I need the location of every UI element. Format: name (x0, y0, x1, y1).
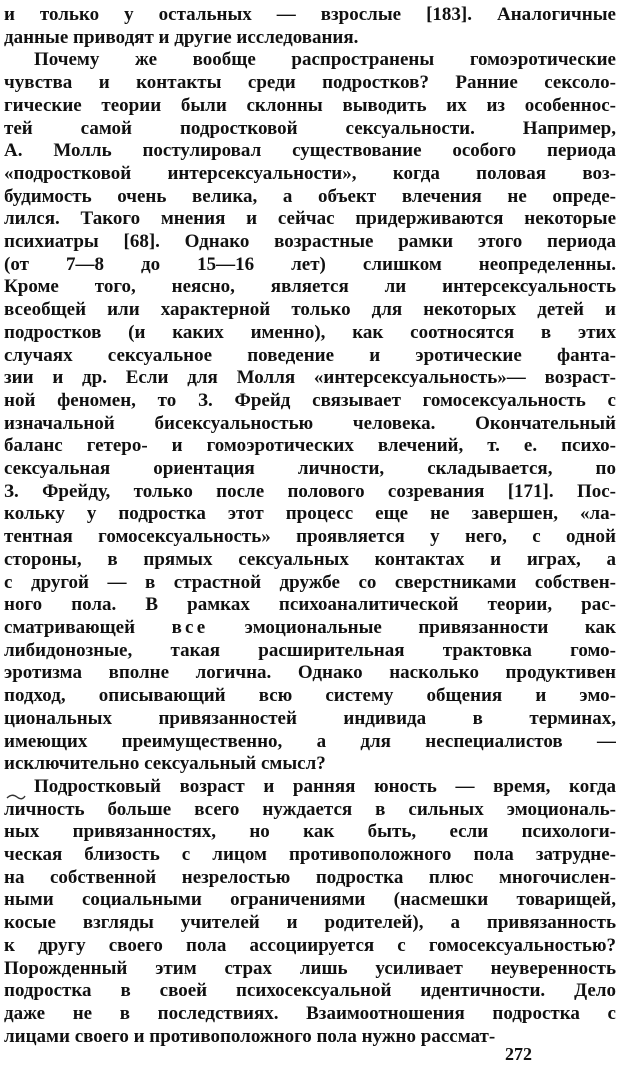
text-line: подростков (и каких именно), как соотносятся в этих (4, 321, 616, 343)
text-line: подход, описывающий всю систему общения и эмо- (4, 685, 616, 707)
text-line: лился. Такого мнения и сейчас придерживаются некоторые (4, 208, 616, 230)
text-line: ного пола. В рамках психоаналитической теории, рас- (4, 594, 616, 616)
text-line: ческая близость с лицом противоположного пола затрудне- (4, 844, 616, 866)
text-line: гические теории были склонны выводить их из особеннос- (4, 94, 616, 116)
text-line: Порожденный этим страх лишь усиливает неуверенность (4, 957, 616, 979)
text-line: З. Фрейду, только после полового созревания [171]. Пос- (4, 480, 616, 502)
text-line: сексуальная ориентация личности, складывается, по (4, 458, 616, 480)
text-line: косые взгляды учителей и родителей), а привязанность (4, 912, 616, 934)
text-line: зии и др. Если для Молля «интерсексуальность»— возраст- (4, 367, 616, 389)
text-line: (от 7—8 до 15—16 лет) слишком неопределенны. (4, 253, 616, 275)
text-line: изначальной бисексуальностью человека. Окончательный (4, 412, 616, 434)
text-line: Кроме того, неясно, является ли интерсексуальность (4, 276, 616, 298)
text-line: кольку у подростка этот процесс еще не завершен, «ла- (4, 503, 616, 525)
text-line: сматривающей все эмоциональные привязанности как (4, 616, 616, 638)
paragraph (4, 776, 616, 1048)
paragraph (4, 49, 616, 776)
text-line: и только у остальных — взрослые [183]. Аналогичные (4, 4, 616, 25)
text-line: с другой — в страстной дружбе со сверстниками собствен- (4, 571, 616, 593)
text-line: всеобщей или характерной только для некоторых детей и (4, 299, 616, 321)
text-line: случаях сексуальное поведение и эротические фанта- (4, 344, 616, 366)
page-text (4, 4, 616, 1048)
text-line: даже не в последствиях. Взаимоотношения подростка с (4, 1002, 616, 1024)
text-line: психиатры [68]. Однако возрастные рамки этого периода (4, 231, 616, 253)
text-line: «подростковой интерсексуальности», когда половая воз- (4, 162, 616, 184)
text-line: ными социальными ограничениями (насмешки товарищей, (4, 889, 616, 911)
emphasized-word: все (171, 616, 209, 638)
paragraph (4, 4, 616, 49)
text-line: личность больше всего нуждается в сильных эмоциональ- (4, 798, 616, 820)
text-line: эротизма вполне логична. Однако насколько продуктивен (4, 662, 616, 684)
book-page (4, 4, 616, 1080)
text-line: тей самой подростковой сексуальности. Например, (4, 117, 616, 139)
text-line: Подростковый возраст и ранняя юность — время, когда (34, 775, 616, 797)
text-line: стороны, в прямых сексуальных контактах и играх, а (4, 548, 616, 570)
text-line: данные приводят и другие исследования. (4, 26, 359, 48)
text-line: тентная гомосексуальность» проявляется у него, с одной (4, 526, 616, 548)
text-line: А. Молль постулировал существование особого периода (4, 140, 616, 162)
text-line: ных привязанностях, но как быть, если психологи- (4, 821, 616, 843)
text-line: Почему же вообще распространены гомоэротические (34, 49, 616, 71)
text-line: исключительно сексуальный смысл? (4, 753, 326, 775)
text-line: подростка в своей психосексуальной идентичности. Дело (4, 980, 616, 1002)
text-line: баланс гетеро- и гомоэротических влечений, т. е. психо- (4, 435, 616, 457)
text-line: чувства и контакты среди подростков? Ранние сексоло- (4, 72, 616, 94)
text-line: лицами своего и противоположного пола нужно рассмат- (4, 1025, 496, 1047)
text-line: циональных привязанностей индивида в терминах, (4, 707, 616, 729)
text-line: ной феномен, то З. Фрейд связывает гомосексуальность с (4, 389, 616, 411)
text-line: либидонозные, такая расширительная трактовка гомо- (4, 639, 616, 661)
page-number: 272 (505, 1044, 532, 1065)
margin-pencil-mark (6, 792, 26, 802)
text-line: к другу своего пола ассоциируется с гомосексуальностью? (4, 934, 616, 956)
text-line: будимость очень велика, а объект влечения не опреде- (4, 185, 616, 207)
text-line: имеющих преимущественно, а для неспециалистов — (4, 730, 616, 752)
text-line: на собственной незрелостью подростка плюс многочислен- (4, 866, 616, 888)
